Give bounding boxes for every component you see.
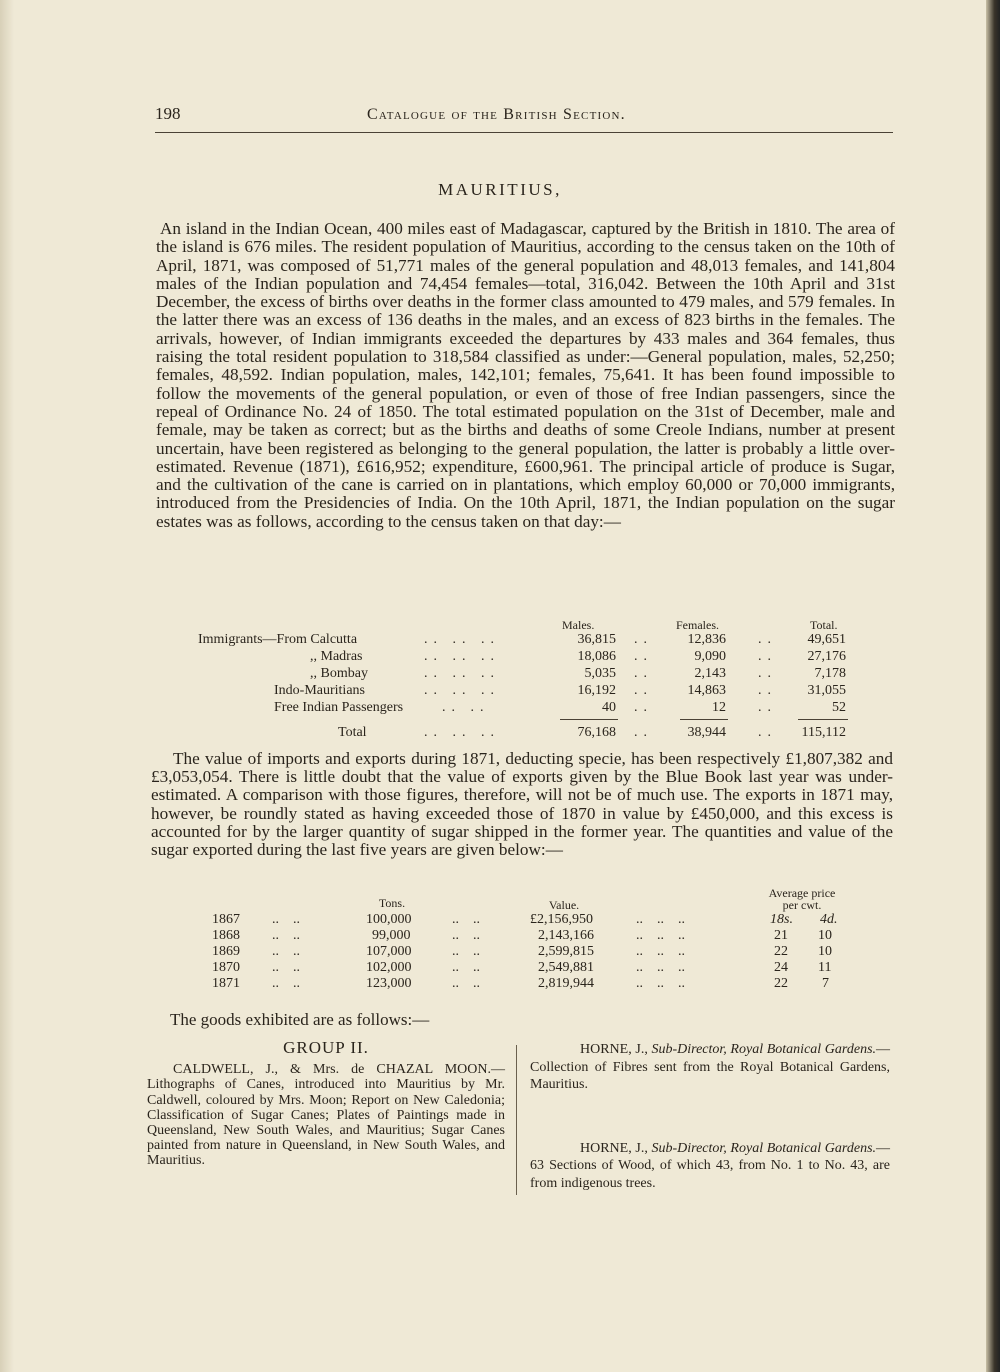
- leader-dots: .. ..: [452, 928, 480, 943]
- col-header-females: Females.: [676, 618, 719, 632]
- leader-dots: .. ..: [272, 912, 300, 927]
- price-shillings: 24: [774, 960, 788, 975]
- leader-dots: .. .. ..: [636, 976, 685, 991]
- exhibit-description: —Collection of Fibres sent from the Royal Botanical Gardens, Mauritius.: [530, 1042, 891, 1092]
- leader-dots: .. ..: [272, 944, 300, 959]
- leader-dots: .. ..: [272, 960, 300, 975]
- sum-rule: [680, 719, 728, 720]
- column-divider: [516, 1045, 517, 1195]
- leader-dots: .. ..: [442, 700, 490, 715]
- exhibit-column-left: [147, 1040, 505, 1169]
- table-row: [198, 649, 858, 666]
- leader-dots: .. .. ..: [424, 632, 500, 647]
- exhibitor-name: CALDWELL, J., & Mrs. de CHAZAL MOON.: [173, 1062, 491, 1078]
- leader-dots: .. ..: [272, 976, 300, 991]
- running-title: Catalogue of the British Section.: [367, 106, 626, 123]
- price-shillings: 18s.: [770, 912, 793, 927]
- section-title: MAURITIUS,: [438, 180, 562, 199]
- leader-dots: ..: [634, 649, 653, 664]
- leader-dots: .. .. ..: [636, 944, 685, 959]
- year: 1869: [212, 944, 240, 959]
- exhibit-entry: [147, 1062, 505, 1168]
- group-title: GROUP II.: [283, 1038, 369, 1057]
- leader-dots: ..: [758, 683, 777, 698]
- price-shillings: 22: [774, 976, 788, 991]
- exhibit-column-right: [530, 1041, 890, 1192]
- table-row: [198, 632, 858, 649]
- females-value: 12,836: [687, 632, 726, 647]
- page-header: [155, 100, 893, 130]
- total-value: 52: [832, 700, 846, 715]
- value: 2,599,815: [538, 944, 594, 959]
- leader-dots: .. .. ..: [424, 649, 500, 664]
- leader-dots: ..: [634, 666, 653, 681]
- table-row: [198, 700, 858, 717]
- year: 1870: [212, 960, 240, 975]
- leader-dots: ..: [634, 700, 653, 715]
- total-value: 49,651: [807, 632, 846, 647]
- value: 2,143,166: [538, 928, 594, 943]
- tons: 102,000: [366, 960, 412, 975]
- leader-dots: .. .. ..: [636, 960, 685, 975]
- col-header-males: Males.: [562, 618, 595, 632]
- females-value: 14,863: [687, 683, 726, 698]
- row-label: Free Indian Passengers: [274, 700, 404, 715]
- intro-paragraph: An island in the Indian Ocean, 400 miles east of Madagascar, captured by the British in 1810. The area of the island is 676 miles. The resident population of Mauritius, according to the census taken on the 10th of April, 1871, was composed of 51,771 males of the general population and 48,013 females, and 141,804 males of the Indian population and 74,454 females—total, 316,042. Between the 10th April and 31st December, the excess of births over deaths in the former class amounted to 479 males, and 579 females. In the latter there was an excess of 136 deaths in the males, and an excess of 823 births in the females. The arrivals, however, of Indian immigrants exceeded the departures by 433 males and 364 females, thus raising the total resident population to 318,584 classified as under:—General population, males, 52,250; females, 48,592. Indian population, males, 142,101; females, 75,641. It has been found impossible to follow the movements of the general population, or even of those of free Indian passengers, since the repeal of Ordinance No. 24 of 1850. The total estimated population on the 31st of December, male and female, may be taken as correct; but as the births and deaths of some Creole Indians, number at present uncertain, have been registered as belonging to the general population, the latter is probably a little over-estimated. Revenue (1871), £616,952; expenditure, £600,961. The principal article of produce is Sugar, and the cultivation of the cane is carried on in plantations, which employ 60,000 or 70,000 immigrants, introduced from the Presidencies of India. On the 10th April, 1871, the Indian population on the sugar estates was as follows, according to the census taken on that day:—: [156, 219, 895, 531]
- value: 2,549,881: [538, 960, 594, 975]
- males-value: 40: [602, 700, 616, 715]
- total-row: [198, 725, 858, 742]
- total-value: 31,055: [807, 683, 846, 698]
- males-value: 18,086: [577, 649, 616, 664]
- value: £2,156,950: [530, 912, 593, 927]
- females-value: 12: [712, 700, 726, 715]
- year: 1871: [212, 976, 240, 991]
- row-label: ,, Madras: [310, 649, 363, 664]
- page-number: 198: [155, 104, 181, 123]
- table-row: [198, 683, 858, 700]
- col-header-tons: Tons.: [378, 896, 406, 910]
- leader-dots: ..: [634, 683, 653, 698]
- tons: 99,000: [372, 928, 411, 943]
- exhibit-entry: [530, 1041, 890, 1094]
- value: 2,819,944: [538, 976, 594, 991]
- table-row: [212, 976, 862, 992]
- males-value: 5,035: [584, 666, 616, 681]
- table-row: [198, 666, 858, 683]
- grand-total: 115,112: [801, 725, 846, 740]
- tons: 100,000: [366, 912, 412, 927]
- page-shadow-left: [0, 0, 14, 1372]
- total-value: 27,176: [807, 649, 846, 664]
- exhibit-description: —63 Sections of Wood, of which 43, from No. 1 to No. 43, are from indigenous trees.: [530, 1140, 891, 1191]
- leader-dots: ..: [758, 649, 777, 664]
- females-value: 2,143: [694, 666, 726, 681]
- exhibit-entry: [530, 1140, 890, 1193]
- row-label: Immigrants—From Calcutta: [198, 632, 358, 647]
- exhibitor-name: HORNE, J.,: [580, 1140, 648, 1156]
- year: 1868: [212, 928, 240, 943]
- leader-dots: .. ..: [452, 912, 480, 927]
- price-shillings: 22: [774, 944, 788, 959]
- leader-dots: ..: [758, 700, 777, 715]
- leader-dots: ..: [758, 725, 777, 740]
- males-total: 76,168: [577, 725, 616, 740]
- exhibit-description: —Lithographs of Canes, introduced into Mauritius by Mr. Caldwell, coloured by Mrs. Moon; Report on New Caledonia; Classification of Sugar Canes; Plates of Paintings made in Queensland, New South Wales, and Mauritius; Sugar Canes painted from nature in Queensland, in New South Wales, and Mauritius.: [147, 1062, 505, 1169]
- leader-dots: .. .. ..: [636, 912, 685, 927]
- leader-dots: .. .. ..: [636, 928, 685, 943]
- exhibitor-role: Sub-Director, Royal Botanical Gardens.: [651, 1042, 877, 1057]
- males-value: 36,815: [577, 632, 616, 647]
- row-label: ,, Bombay: [310, 666, 368, 681]
- table-row: [212, 912, 862, 928]
- goods-intro: The goods exhibited are as follows:—: [170, 1010, 430, 1029]
- header-rule: [155, 132, 893, 133]
- col-header-value: Value.: [548, 898, 580, 912]
- leader-dots: .. .. ..: [424, 725, 500, 740]
- sum-rule: [798, 719, 848, 720]
- sum-rule: [560, 719, 618, 720]
- row-label: Indo-Mauritians: [274, 683, 365, 698]
- leader-dots: .. ..: [452, 960, 480, 975]
- price-pence: 11: [818, 960, 832, 975]
- females-total: 38,944: [687, 725, 726, 740]
- price-pence: 4d.: [820, 912, 838, 927]
- females-value: 9,090: [694, 649, 726, 664]
- table-row: [212, 928, 862, 944]
- males-value: 16,192: [577, 683, 616, 698]
- price-shillings: 21: [774, 928, 788, 943]
- leader-dots: .. ..: [452, 976, 480, 991]
- price-pence: 10: [818, 928, 832, 943]
- exhibitor-role: Sub-Director, Royal Botanical Gardens.: [651, 1140, 877, 1156]
- trade-paragraph: The value of imports and exports during 1871, deducting specie, has been respectively £1,807,382 and £3,053,054. There is little doubt that the value of exports given by the Blue Book last year was under-estimated. A comparison with those figures, therefore, will not be of much use. The exports in 1871 may, however, be roundly stated as having exceeded those of 1870 in value by £450,000, and this excess is accounted for by the larger quantity of sugar shipped in the former year. The quantities and value of the sugar exported during the last five years are given below:—: [151, 749, 893, 860]
- page-edge-right: [986, 0, 1000, 1372]
- leader-dots: ..: [758, 632, 777, 647]
- col-header-price-1: Average price: [768, 886, 836, 900]
- total-value: 7,178: [814, 666, 846, 681]
- table-row: [212, 960, 862, 976]
- total-label: Total: [338, 725, 367, 740]
- exhibitor-name: HORNE, J.,: [580, 1042, 648, 1057]
- leader-dots: .. ..: [272, 928, 300, 943]
- tons: 123,000: [366, 976, 412, 991]
- leader-dots: .. .. ..: [424, 666, 500, 681]
- col-header-total: Total.: [810, 618, 838, 632]
- leader-dots: .. .. ..: [424, 683, 500, 698]
- year: 1867: [212, 912, 240, 927]
- leader-dots: ..: [634, 632, 653, 647]
- col-header-price-2: per cwt.: [782, 898, 822, 912]
- leader-dots: ..: [634, 725, 653, 740]
- leader-dots: .. ..: [452, 944, 480, 959]
- table-row: [212, 944, 862, 960]
- tons: 107,000: [366, 944, 412, 959]
- leader-dots: ..: [758, 666, 777, 681]
- price-pence: 7: [822, 976, 829, 991]
- price-pence: 10: [818, 944, 832, 959]
